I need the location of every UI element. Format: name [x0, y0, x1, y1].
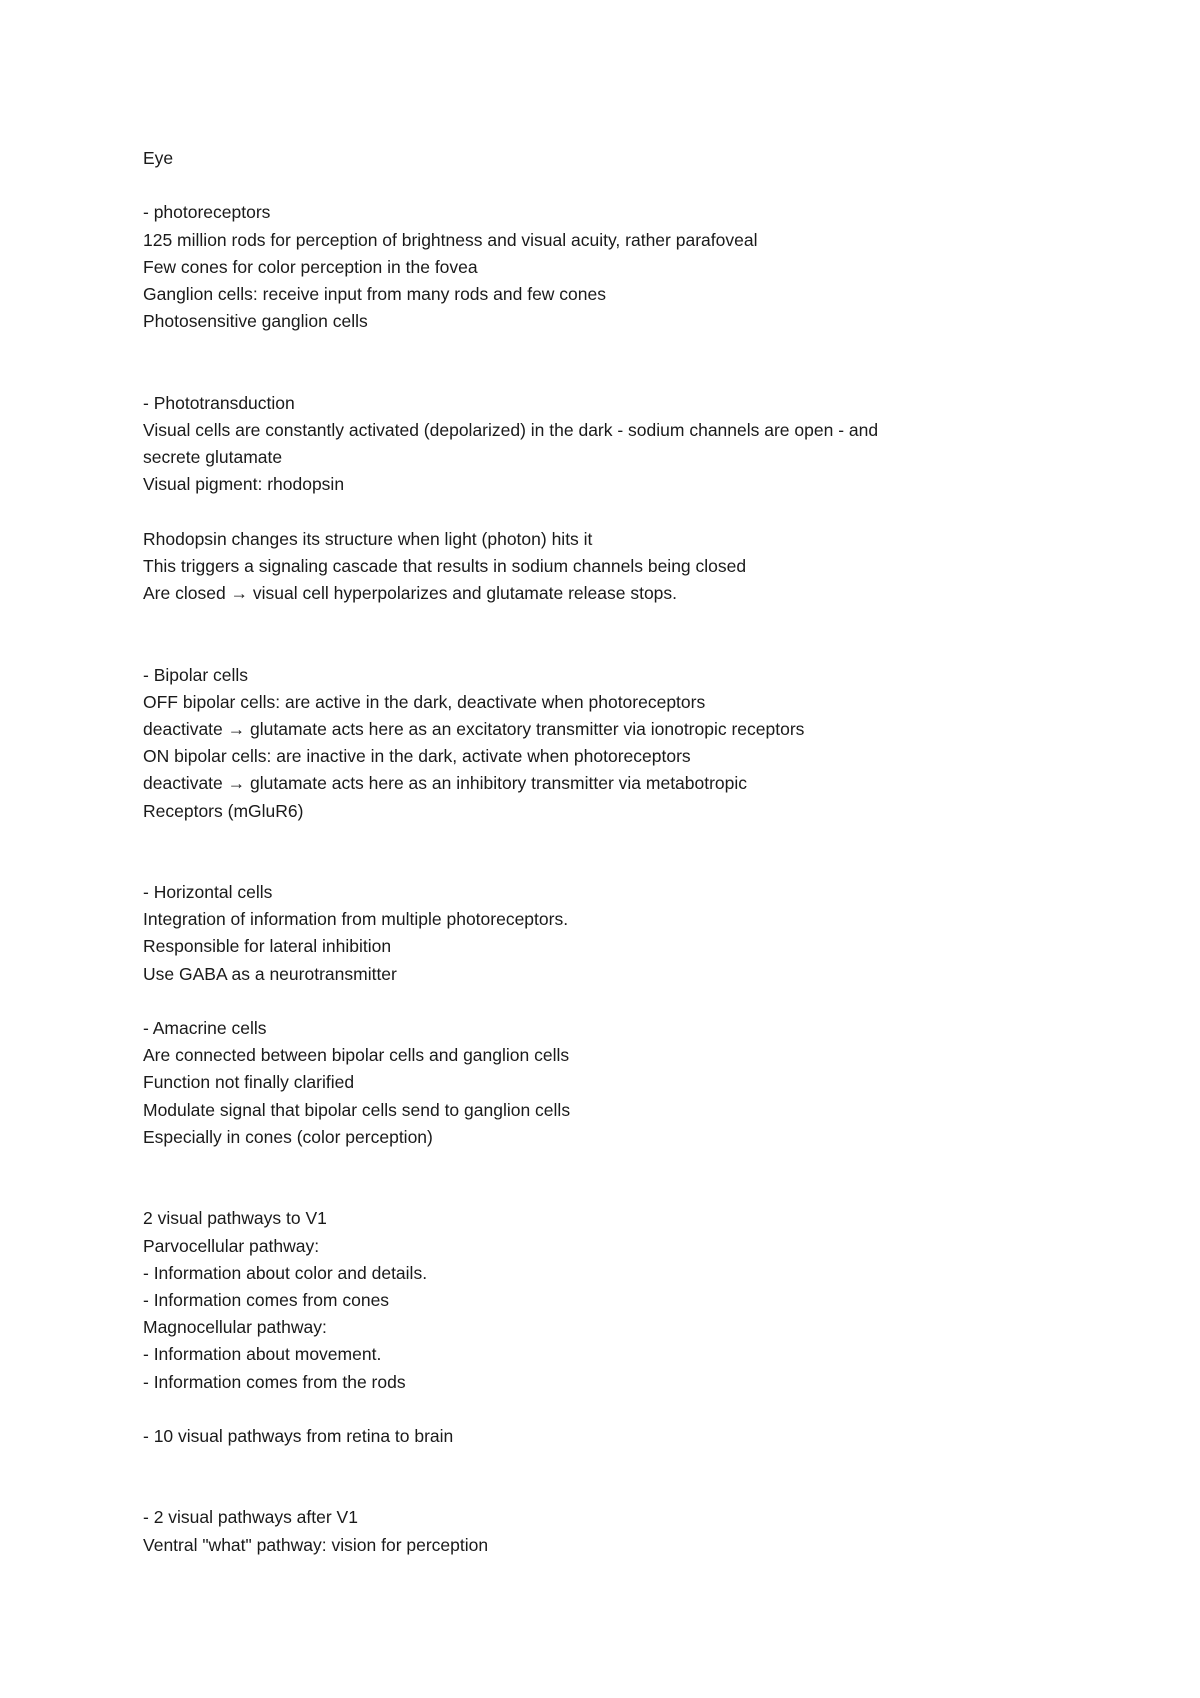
text-line: Especially in cones (color perception)	[143, 1126, 433, 1147]
spacer	[143, 607, 1043, 661]
spacer	[143, 172, 1043, 199]
text-line: Photosensitive ganglion cells	[143, 311, 368, 332]
text-line: - Information about movement.	[143, 1344, 382, 1365]
section-heading: - 2 visual pathways after V1	[143, 1507, 358, 1528]
section-heading: 2 visual pathways to V1	[143, 1208, 327, 1229]
section-heading: - 10 visual pathways from retina to brain	[143, 1425, 454, 1446]
spacer	[143, 1151, 1043, 1205]
text-line: Visual pigment: rhodopsin	[143, 474, 345, 495]
text-line: Responsible for lateral inhibition	[143, 936, 392, 957]
section-horizontal-cells	[143, 879, 1043, 988]
text-line: Rhodopsin changes its structure when light (photon) hits it	[143, 528, 593, 549]
text-line: 125 million rods for perception of brightness and visual acuity, rather parafoveal	[143, 229, 758, 250]
text-line: - Information about color and details.	[143, 1262, 428, 1283]
section-heading: - Bipolar cells	[143, 664, 249, 685]
section-phototransduction	[143, 390, 1043, 499]
text-line: deactivate → glutamate acts here as an inhibitory transmitter via metabotropic	[143, 773, 748, 794]
section-heading: - Horizontal cells	[143, 882, 273, 903]
text-line: Integration of information from multiple photoreceptors.	[143, 909, 569, 930]
text-line: secrete glutamate	[143, 447, 283, 468]
text-line: Function not finally clarified	[143, 1072, 355, 1093]
spacer	[143, 498, 1043, 525]
section-heading: - Phototransduction	[143, 392, 295, 413]
text-line: Few cones for color perception in the fovea	[143, 256, 478, 277]
text-line: Are connected between bipolar cells and ganglion cells	[143, 1045, 570, 1066]
text-line: Ganglion cells: receive input from many rods and few cones	[143, 283, 607, 304]
section-pathways-after-v1	[143, 1504, 1043, 1558]
text-line: Use GABA as a neurotransmitter	[143, 963, 397, 984]
text-line: Visual cells are constantly activated (depolarized) in the dark - sodium channels are open - and	[143, 419, 879, 440]
text-line: This triggers a signaling cascade that results in sodium channels being closed	[143, 555, 747, 576]
spacer	[143, 1396, 1043, 1423]
spacer	[143, 1450, 1043, 1504]
text-line: deactivate → glutamate acts here as an excitatory transmitter via ionotropic receptors	[143, 718, 805, 739]
spacer	[143, 335, 1043, 389]
section-visual-pathways-v1	[143, 1205, 1043, 1395]
section-amacrine-cells	[143, 1015, 1043, 1151]
section-retina-pathways	[143, 1423, 1043, 1450]
text-line: Receptors (mGluR6)	[143, 800, 304, 821]
text-line: - Information comes from cones	[143, 1289, 390, 1310]
spacer	[143, 988, 1043, 1015]
text-line: - Information comes from the rods	[143, 1371, 406, 1392]
section-bipolar-cells	[143, 662, 1043, 825]
text-line: OFF bipolar cells: are active in the dark, deactivate when photoreceptors	[143, 691, 706, 712]
document-title: Eye	[143, 148, 174, 168]
section-photoreceptors	[143, 199, 1043, 335]
text-line: Parvocellular pathway:	[143, 1235, 320, 1256]
document-body	[143, 145, 1043, 1559]
spacer	[143, 825, 1043, 879]
text-line: Are closed → visual cell hyperpolarizes and glutamate release stops.	[143, 583, 678, 604]
text-line: ON bipolar cells: are inactive in the dark, activate when photoreceptors	[143, 746, 691, 767]
text-line: Ventral "what" pathway: vision for perception	[143, 1534, 489, 1555]
section-rhodopsin	[143, 526, 1043, 608]
section-heading: - Amacrine cells	[143, 1018, 267, 1039]
section-heading: - photoreceptors	[143, 202, 271, 223]
text-line: Magnocellular pathway:	[143, 1317, 327, 1338]
text-line: Modulate signal that bipolar cells send to ganglion cells	[143, 1099, 571, 1120]
